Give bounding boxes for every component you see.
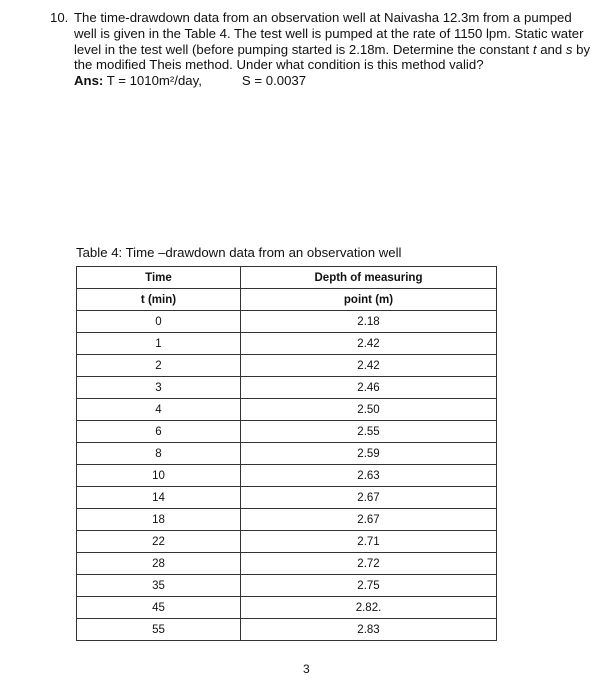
table-body — [77, 311, 497, 641]
depth-cell: 2.75 — [241, 575, 497, 597]
question-block — [50, 10, 598, 89]
table-row — [77, 465, 497, 487]
header-time: Time — [77, 267, 241, 289]
time-cell: 2 — [77, 355, 241, 377]
time-cell: 35 — [77, 575, 241, 597]
answer-label: Ans: — [74, 73, 104, 89]
time-cell: 55 — [77, 619, 241, 641]
depth-cell: 2.42 — [241, 355, 497, 377]
question-text-part1: The time-drawdown data from an observation well at Naivasha 12.3m from a pumped well is given in the Table 4. The test well is pumped at the rate of 1150 lpm. Static water level in the test well (before pumping started is 2.18m. Determine the constant — [74, 10, 584, 57]
depth-cell: 2.46 — [241, 377, 497, 399]
depth-cell: 2.82. — [241, 597, 497, 619]
answer-s: S = 0.0037 — [241, 73, 307, 89]
table-header-row — [77, 267, 497, 289]
table-row — [77, 443, 497, 465]
table-subheader-row — [77, 289, 497, 311]
table-row — [77, 311, 497, 333]
depth-cell: 2.59 — [241, 443, 497, 465]
time-cell: 18 — [77, 509, 241, 531]
table-row — [77, 421, 497, 443]
table-row — [77, 619, 497, 641]
question-text — [74, 10, 598, 73]
table-row — [77, 377, 497, 399]
time-cell: 0 — [77, 311, 241, 333]
var-s: s — [565, 41, 573, 57]
time-cell: 10 — [77, 465, 241, 487]
depth-cell: 2.63 — [241, 465, 497, 487]
answer-line — [74, 73, 598, 89]
time-cell: 14 — [77, 487, 241, 509]
table-row — [77, 399, 497, 421]
depth-cell: 2.67 — [241, 487, 497, 509]
depth-cell: 2.72 — [241, 553, 497, 575]
depth-cell: 2.42 — [241, 333, 497, 355]
header-depth: Depth of measuring — [241, 267, 497, 289]
drawdown-table — [76, 266, 497, 641]
header-t-min: t (min) — [77, 289, 241, 311]
time-cell: 28 — [77, 553, 241, 575]
time-cell: 1 — [77, 333, 241, 355]
time-cell: 4 — [77, 399, 241, 421]
depth-cell: 2.50 — [241, 399, 497, 421]
page-number: 3 — [303, 662, 310, 676]
table-row — [77, 531, 497, 553]
table-row — [77, 553, 497, 575]
table-row — [77, 509, 497, 531]
table-row — [77, 597, 497, 619]
table-row — [77, 355, 497, 377]
question-text-and: and — [536, 41, 566, 57]
depth-cell: 2.18 — [241, 311, 497, 333]
table-row — [77, 333, 497, 355]
time-cell: 22 — [77, 531, 241, 553]
depth-cell: 2.55 — [241, 421, 497, 443]
header-point-m: point (m) — [241, 289, 497, 311]
question-text-part2: by the modified Theis method. Under what condition is this method valid? — [74, 41, 591, 73]
var-t: t — [532, 41, 537, 57]
table-caption: Table 4: Time –drawdown data from an observation well — [76, 245, 402, 260]
time-cell: 8 — [77, 443, 241, 465]
table-row — [77, 487, 497, 509]
depth-cell: 2.83 — [241, 619, 497, 641]
time-cell: 6 — [77, 421, 241, 443]
answer-t: T = 1010m²/day, — [106, 73, 202, 89]
time-cell: 3 — [77, 377, 241, 399]
time-cell: 45 — [77, 597, 241, 619]
depth-cell: 2.71 — [241, 531, 497, 553]
table-row — [77, 575, 497, 597]
question-number: 10. — [50, 10, 69, 25]
depth-cell: 2.67 — [241, 509, 497, 531]
